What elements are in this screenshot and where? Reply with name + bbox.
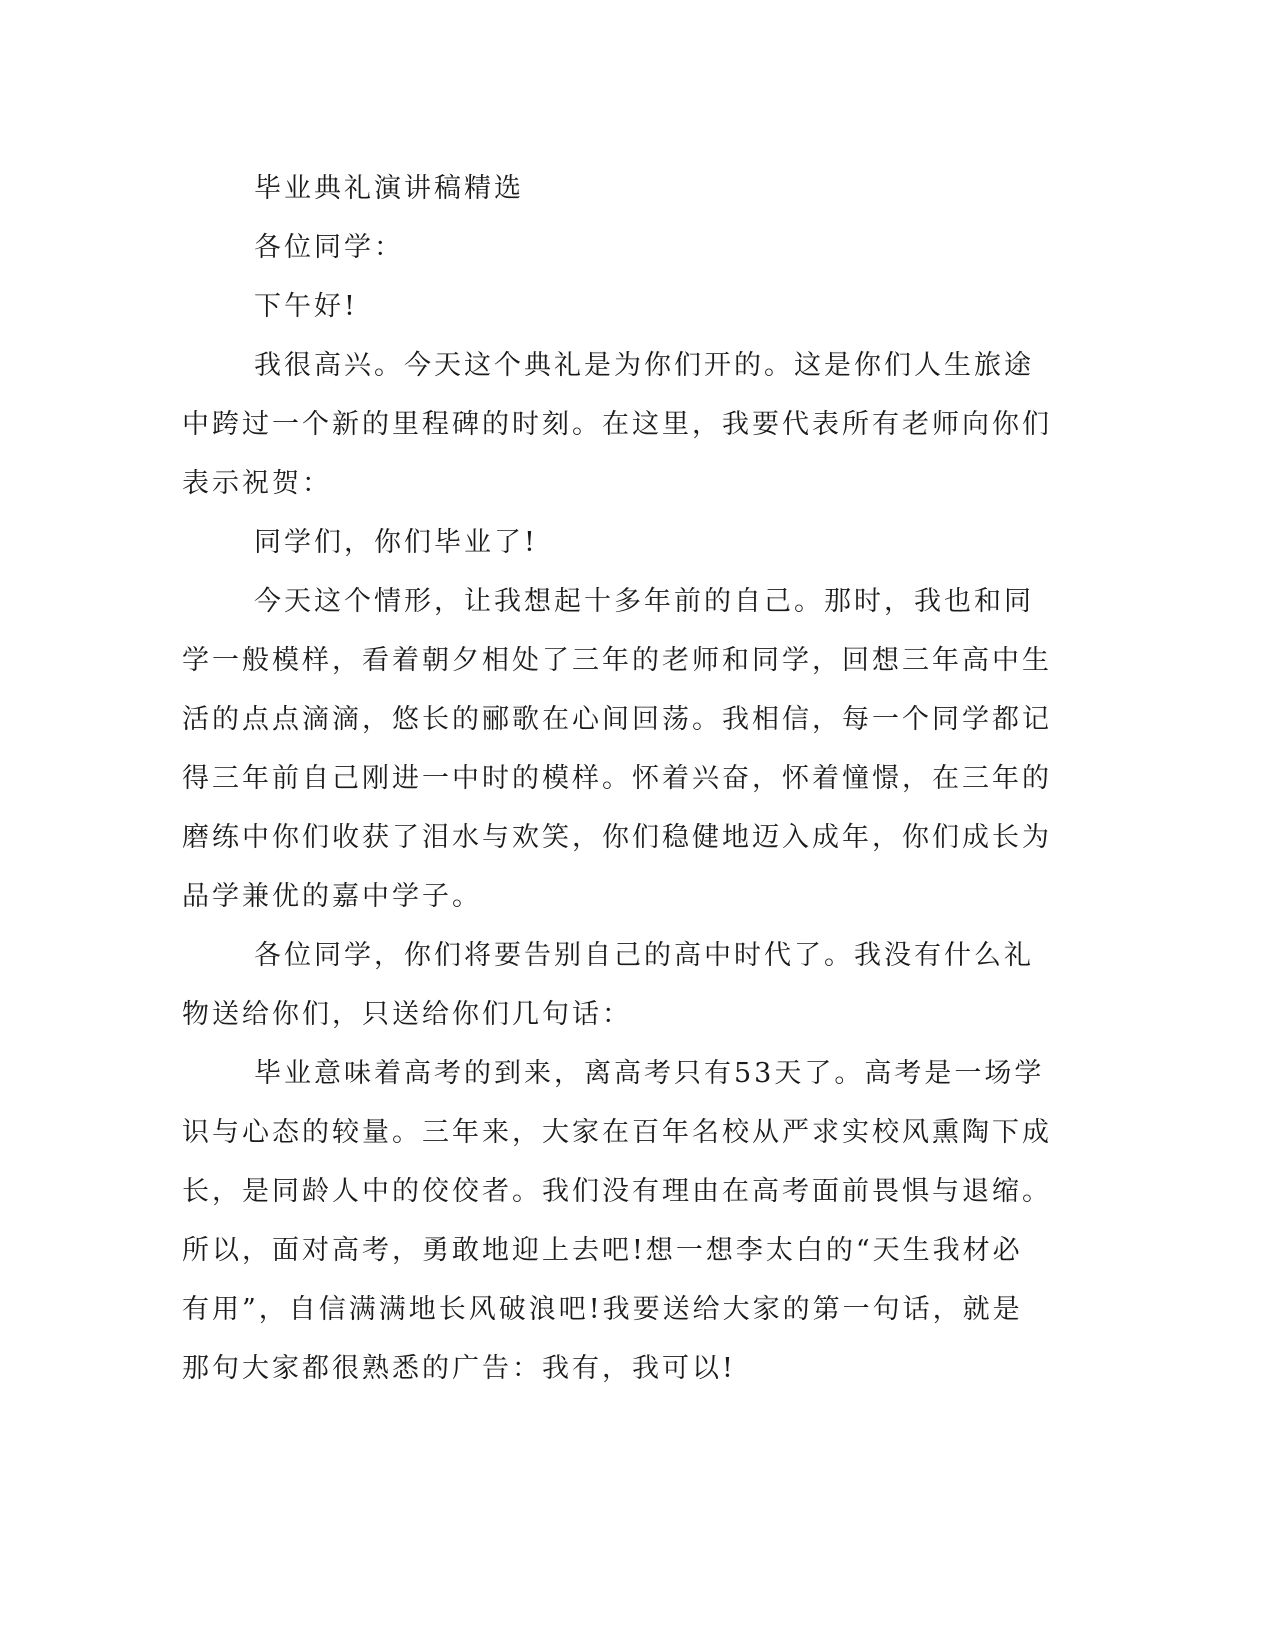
paragraph-graduated: 同学们，你们毕业了!: [254, 527, 538, 558]
salutation: 各位同学：: [254, 232, 404, 263]
document-title: 毕业典礼演讲稿精选: [254, 173, 524, 204]
paragraph-congratulations: 我很高兴。今天这个典礼是为你们开的。这是你们人生旅途中跨过一个新的里程碑的时刻。在这里，我要代表所有老师向你们表示祝贺：: [182, 350, 1052, 499]
paragraph-exam: 毕业意味着高考的到来，离高考只有53天了。高考是一场学识与心态的较量。三年来，大家在百年名校从严求实校风熏陶下成长，是同龄人中的佼佼者。我们没有理由在高考面前畏惧与退缩。所以，面对高考，勇敢地迎上去吧!想一想李太白的“天生我材必有用”，自信满满地长风破浪吧!我要送给大家的第一句话，就是那句大家都很熟悉的广告：我有，我可以!: [182, 1058, 1052, 1384]
greeting: 下午好!: [254, 291, 358, 322]
paragraph-farewell: 各位同学，你们将要告别自己的高中时代了。我没有什么礼物送给你们，只送给你们几句话：: [182, 940, 1034, 1030]
paragraph-memories: 今天这个情形，让我想起十多年前的自己。那时，我也和同学一般模样，看着朝夕相处了三年的老师和同学，回想三年高中生活的点点滴滴，悠长的郦歌在心间回荡。我相信，每一个同学都记得三年前自己刚进一中时的模样。怀着兴奋，怀着憧憬，在三年的磨练中你们收获了泪水与欢笑，你们稳健地迈入成年，你们成长为品学兼优的嘉中学子。: [182, 586, 1052, 912]
document-body: [182, 159, 1052, 1398]
